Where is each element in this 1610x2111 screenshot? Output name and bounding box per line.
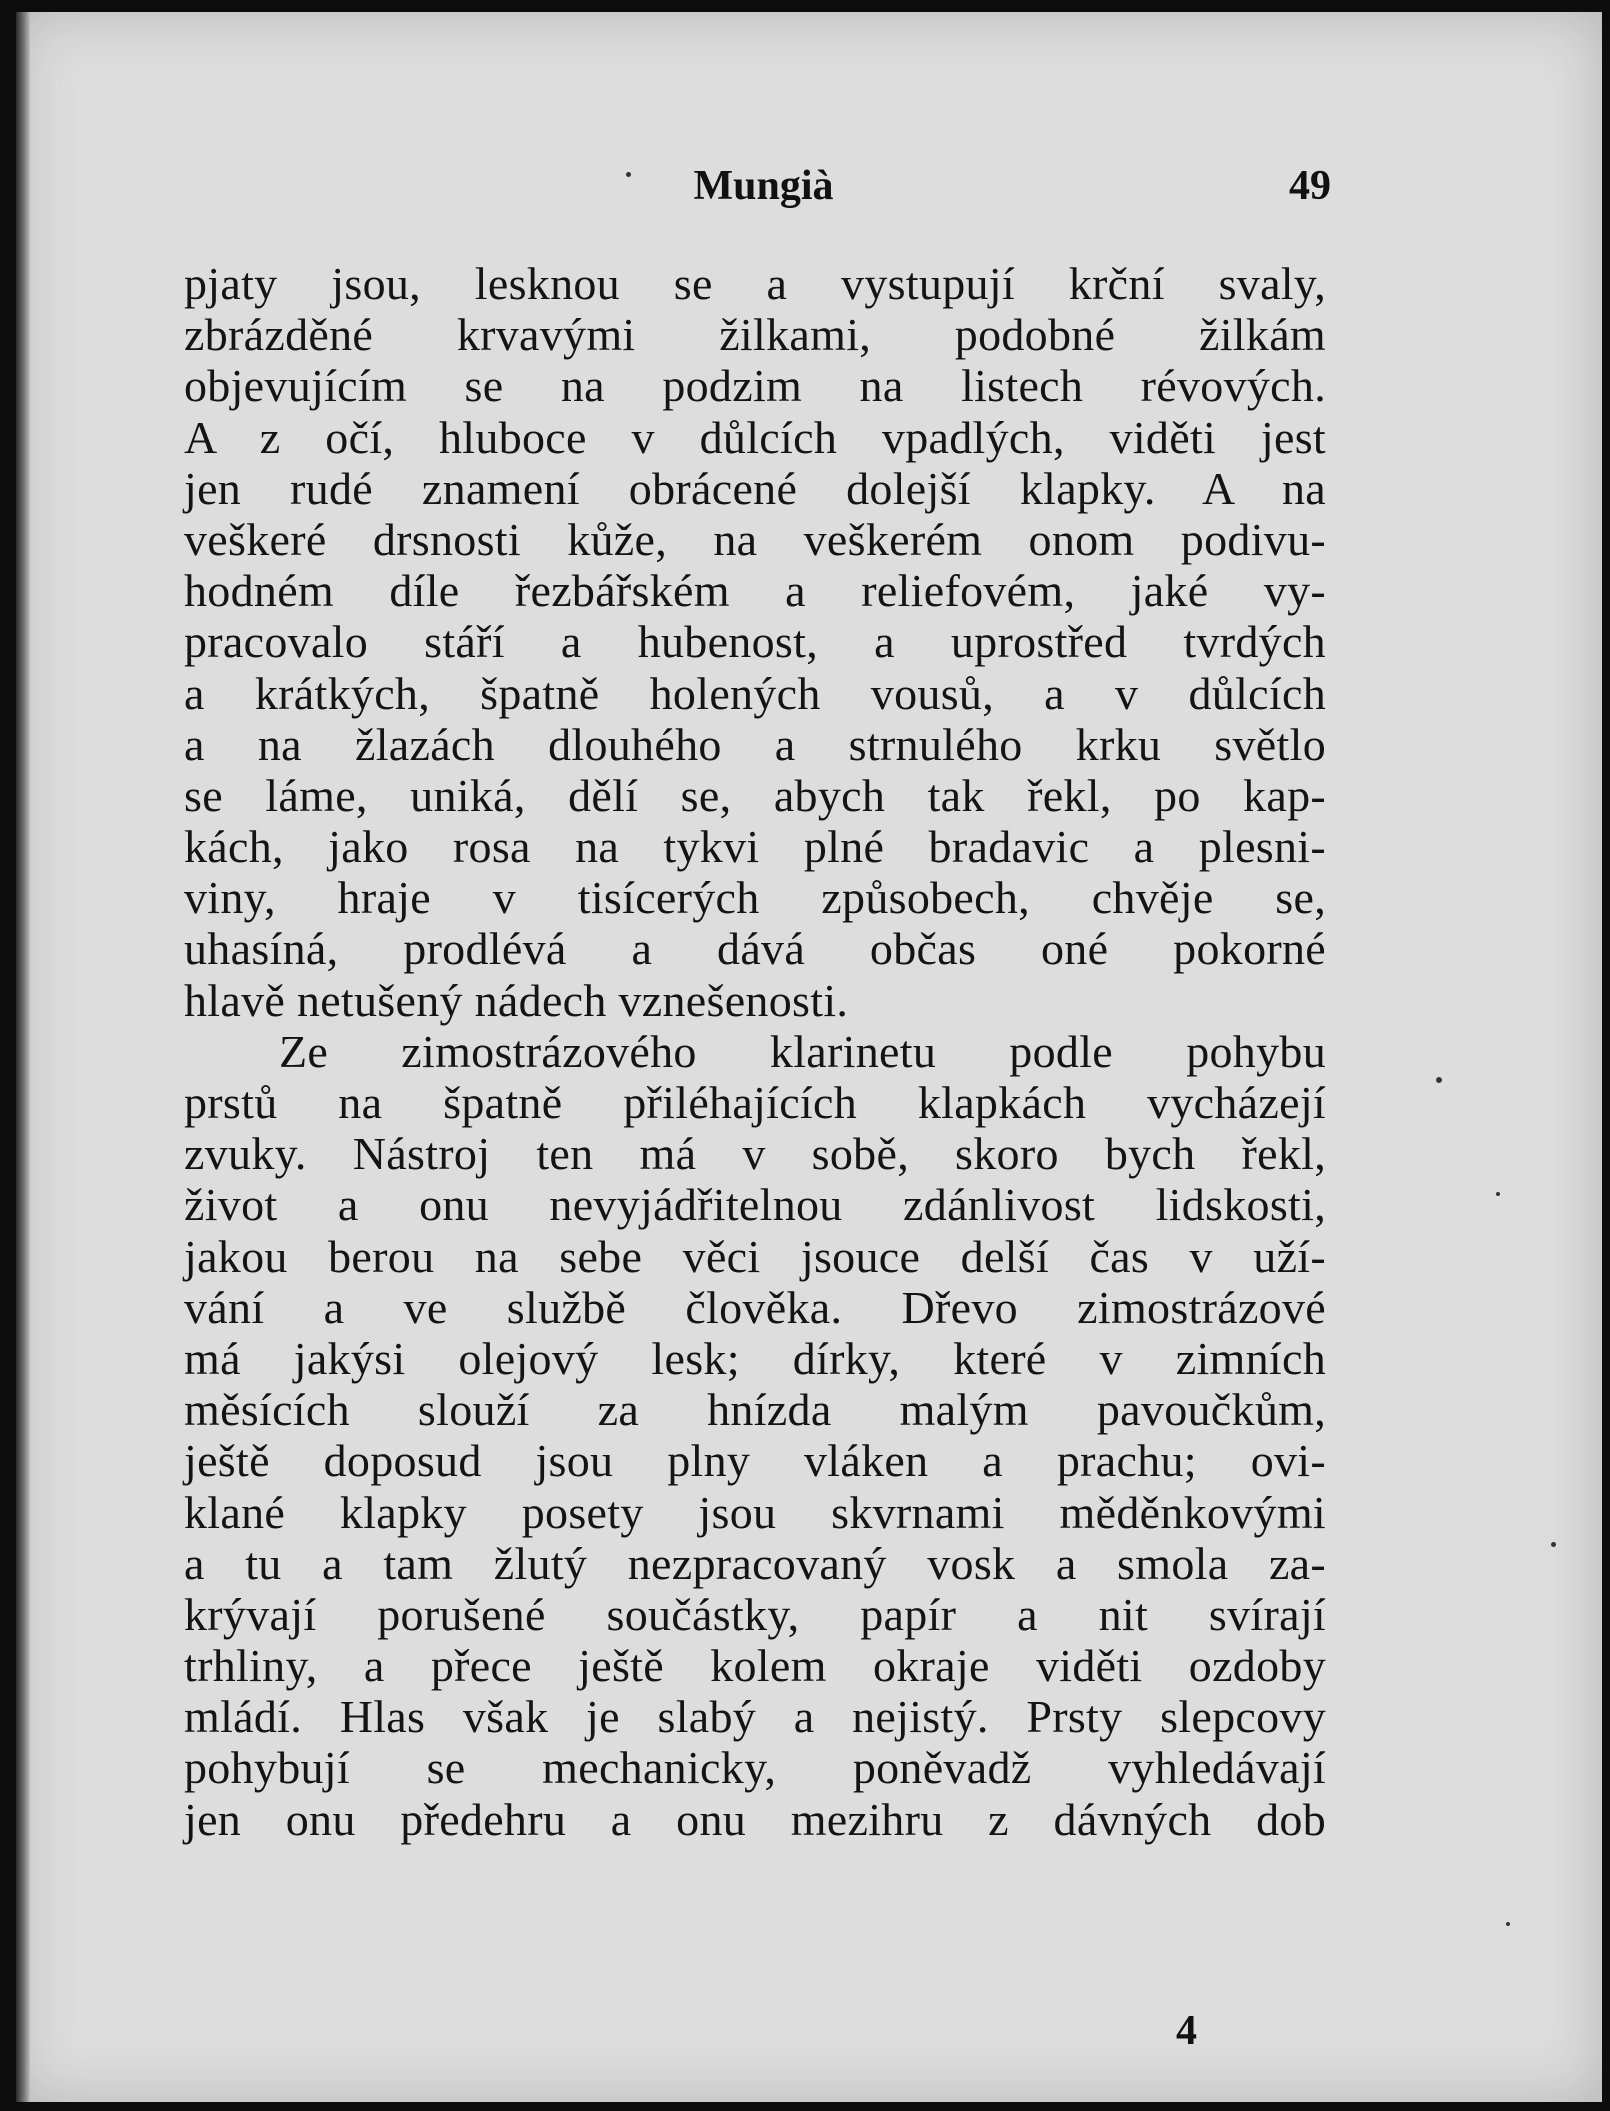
scan-speck — [626, 172, 631, 177]
text-line: krývají porušené součástky, papír a nit svírají — [184, 1588, 1326, 1640]
paragraph-end-line: hlavě netušený nádech vznešenosti. — [184, 974, 849, 1026]
text-line: hodném díle řezbářském a reliefovém, jaké vy- — [184, 565, 1326, 617]
text-line: jen rudé znamení obrácené dolejší klapky. A na — [184, 462, 1326, 514]
text-line: má jakýsi olejový lesk; dírky, které v zimních — [184, 1332, 1326, 1384]
text-line: zbrázděné krvavými žilkami, podobné žilkám — [184, 309, 1326, 361]
text-line: mládí. Hlas však je slabý a nejistý. Prsty slepcovy — [184, 1691, 1326, 1743]
text-line: se láme, uniká, dělí se, abych tak řekl, po kap- — [184, 769, 1326, 821]
text-line: uhasíná, prodlévá a dává občas oné pokorné — [184, 923, 1326, 975]
body-text — [184, 258, 1326, 1845]
scan-speck — [1436, 1077, 1442, 1083]
text-line: a na žlazách dlouhého a strnulého krku světlo — [184, 718, 1326, 770]
page-header — [186, 162, 1341, 222]
text-line: klané klapky posety jsou skvrnami měděnkovými — [184, 1486, 1326, 1538]
text-line: A z očí, hluboce v důlcích vpadlých, viděti jest — [184, 411, 1326, 463]
text-line: jakou berou na sebe věci jsouce delší čas v uží- — [184, 1230, 1326, 1282]
text-line: prstů na špatně přiléhajících klapkách vycházejí — [184, 1077, 1326, 1128]
text-line: pjaty jsou, lesknou se a vystupují krční svaly, — [184, 258, 1326, 309]
text-line: pracovalo stáří a hubenost, a uprostřed tvrdých — [184, 616, 1326, 668]
running-title: Mungià — [693, 163, 834, 209]
text-line: kách, jako rosa na tykvi plné bradavic a plesni- — [184, 821, 1326, 873]
text-line: a krátkých, špatně holených vousů, a v důlcích — [184, 667, 1326, 719]
text-line: zvuky. Nástroj ten má v sobě, skoro bych řekl, — [184, 1128, 1326, 1180]
paragraph-start-line: Ze zimostrázového klarinetu podle pohybu — [279, 1025, 1326, 1077]
text-line: pohybují se mechanicky, poněvadž vyhledávají — [184, 1742, 1326, 1794]
signature-mark: 4 — [1176, 2008, 1197, 2054]
text-line: život a onu nevyjádřitelnou zdánlivost lidskosti, — [184, 1179, 1326, 1231]
text-line: veškeré drsnosti kůže, na veškerém onom podivu- — [184, 513, 1326, 565]
text-line: ještě doposud jsou plny vláken a prachu; ovi- — [184, 1435, 1326, 1487]
text-line: objevujícím se na podzim na listech révových. — [184, 360, 1326, 412]
text-line: měsících slouží za hnízda malým pavoučkům, — [184, 1384, 1326, 1436]
page-number: 49 — [1289, 163, 1331, 209]
text-line: trhliny, a přece ještě kolem okraje viděti ozdoby — [184, 1640, 1326, 1692]
scan-speck — [1496, 1192, 1500, 1196]
scan-speck — [1551, 1542, 1556, 1547]
text-line: vání a ve službě člověka. Dřevo zimostrázové — [184, 1281, 1326, 1333]
text-line: viny, hraje v tisícerých způsobech, chvěje se, — [184, 872, 1326, 924]
text-line: a tu a tam žlutý nezpracovaný vosk a smola za- — [184, 1537, 1326, 1589]
page-edge-shadow — [16, 12, 30, 2102]
book-page — [16, 12, 1602, 2102]
text-line: jen onu předehru a onu mezihru z dávných dob — [184, 1793, 1326, 1845]
scan-speck — [1506, 1922, 1510, 1926]
